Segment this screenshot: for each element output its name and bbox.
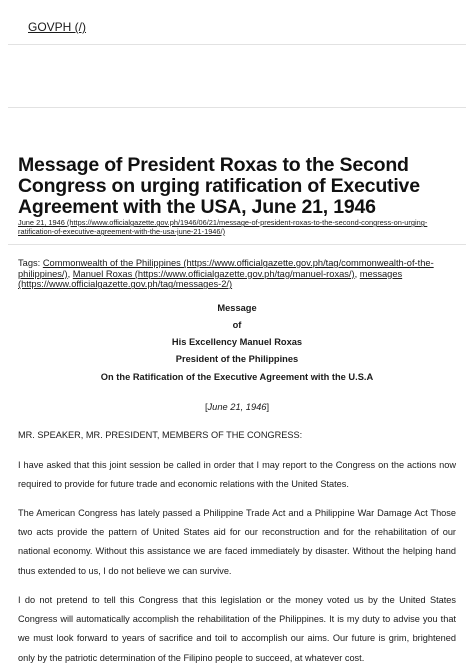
heading-message: Message bbox=[217, 303, 257, 313]
paragraph-1: I have asked that this joint session be called in order that I may report to the Congress on the actions now required to provide for future trade and economic relations with the United States. bbox=[18, 460, 456, 490]
banner-divider bbox=[8, 107, 466, 108]
header-divider bbox=[8, 44, 466, 45]
paragraph-2: The American Congress has lately passed a Philippine Trade Act and a Philippine War Damage Act Those two acts provide the pattern of United States aid for our reconstruction and for the rehabilitation of our national economy. Without this assistance we are faced immediately by disaster. Without the helping hand thus extended to us, I do not believe we can survive. bbox=[18, 508, 456, 576]
salutation: MR. SPEAKER, MR. PRESIDENT, MEMBERS OF THE CONGRESS: bbox=[18, 430, 303, 440]
tags-label: Tags: bbox=[18, 258, 41, 268]
tags-list: Tags: Commonwealth of the Philippines (https://www.officialgazette.gov.ph/tag/commonwealth-of-the-philippines/), Manuel Roxas (https://www.officialgazette.gov.ph/tag/manuel-roxas/), messages (https://www.officialgazette.gov.ph/tag/messages-2/) bbox=[18, 258, 434, 290]
heading-ratification: On the Ratification of the Executive Agreement with the U.S.A bbox=[100, 372, 374, 382]
heading-excellency: His Excellency Manuel Roxas bbox=[171, 337, 303, 347]
paragraph-3: I do not pretend to tell this Congress that this legislation or the money voted us by the United States Congress will automatically accomplish the rehabilitation of the Philippines. It is my duty to advise you that we must look forward to years of sacrifice and toil to accomplish our aims. Our future is grim, brightened only by the patriotic determination of the Filipino people to succeed, at whatever cost. bbox=[18, 595, 456, 663]
tag-link-commonwealth[interactable]: Commonwealth of the Philippines (https://www.officialgazette.gov.ph/tag/commonwealth-of-the-philippines/) bbox=[18, 258, 434, 279]
message-date-text: June 21, 1946 bbox=[207, 402, 267, 412]
page-title: Message of President Roxas to the Second Congress on urging ratification of Executive Agreement with the USA, June 21, 1946 bbox=[18, 154, 420, 218]
tag-link-manuel-roxas[interactable]: Manuel Roxas (https://www.officialgazette.gov.ph/tag/manuel-roxas/) bbox=[72, 268, 355, 279]
heading-of: of bbox=[232, 320, 242, 330]
tag-link-messages[interactable]: messages (https://www.officialgazette.gov.ph/tag/messages-2/) bbox=[18, 268, 403, 290]
message-date: [June 21, 1946] bbox=[204, 402, 270, 412]
meta-divider bbox=[8, 244, 466, 245]
govph-home-link[interactable]: GOVPH (/) bbox=[28, 20, 87, 34]
heading-president: President of the Philippines bbox=[175, 354, 299, 364]
date-permalink[interactable]: June 21, 1946 (https://www.officialgazette.gov.ph/1946/06/21/message-of-president-roxas-to-the-second-congress-on-urging-ratification-of-executive-agreement-with-the-usa-june-21-1946/) bbox=[18, 218, 428, 236]
